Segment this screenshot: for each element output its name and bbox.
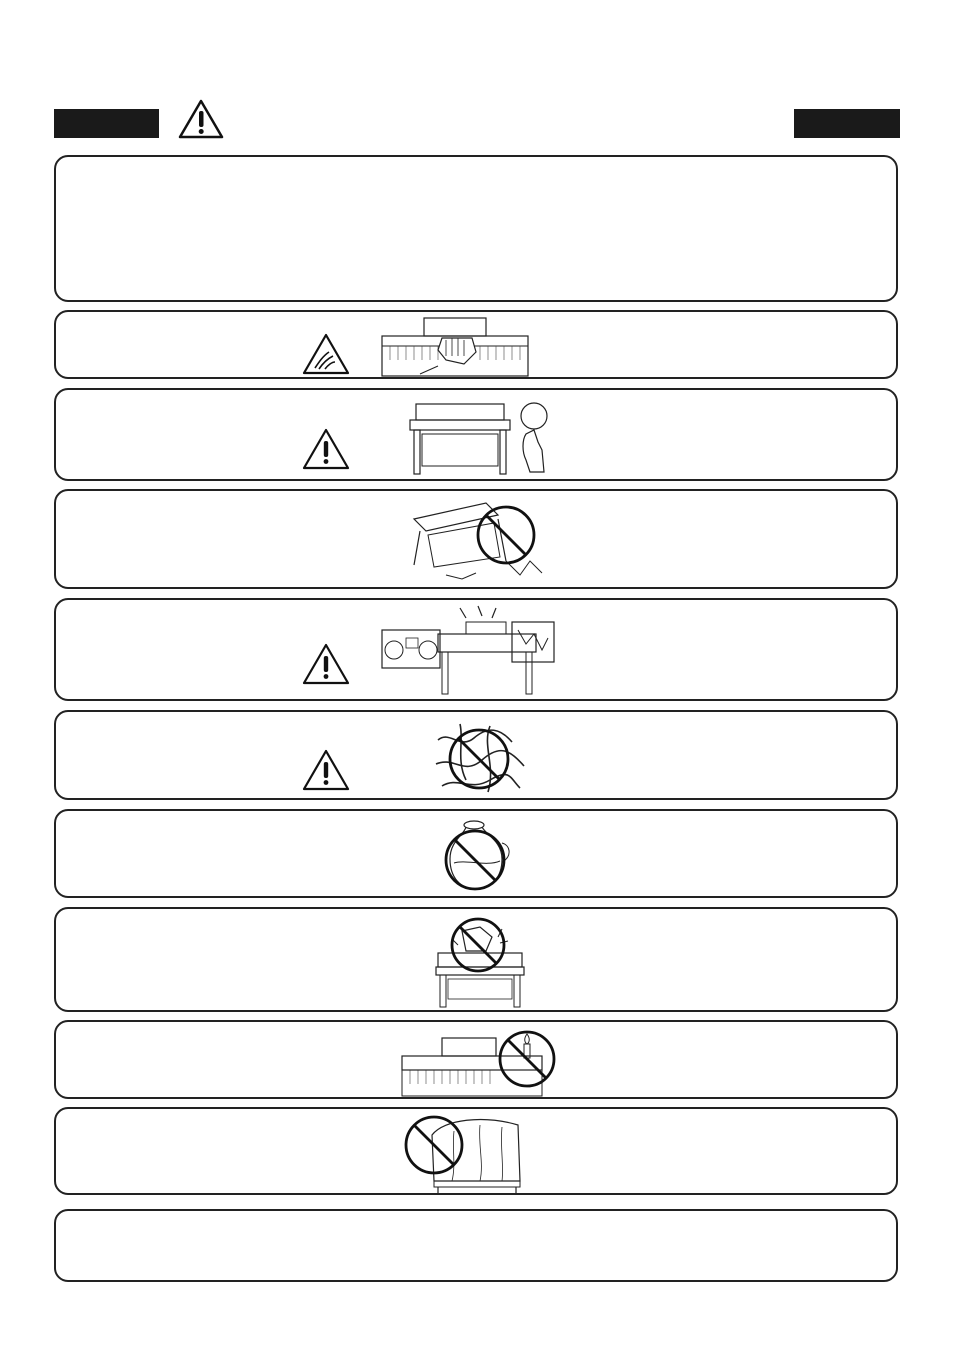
prohibited-icon [402, 1113, 466, 1177]
section-tab-left [54, 109, 159, 138]
intro-box [54, 155, 898, 302]
prohibited-box-candle-flame [54, 1020, 898, 1099]
prohibited-icon [474, 503, 538, 567]
hand-caution-icon [301, 332, 351, 376]
piano-keyboard-hand-illustration [380, 316, 530, 378]
warning-triangle-icon [301, 642, 351, 686]
warning-triangle-icon [301, 427, 351, 471]
caution-box-cable-damage [54, 710, 898, 800]
prohibited-box-liquid [54, 809, 898, 898]
caution-box-hand-pinch [54, 310, 898, 379]
caution-box-power-button [54, 388, 898, 481]
prohibited-box-piano-tilt [54, 489, 898, 589]
prohibited-icon [446, 726, 512, 792]
prohibited-icon [442, 827, 508, 893]
section-tab-right [794, 109, 900, 138]
caution-box-interference [54, 598, 898, 701]
piano-power-switch-illustration [406, 394, 552, 478]
footer-box [54, 1209, 898, 1282]
prohibited-box-heavy-objects [54, 907, 898, 1012]
prohibited-icon [448, 915, 508, 975]
radio-tv-near-piano-illustration [378, 604, 558, 698]
prohibited-icon [496, 1028, 558, 1090]
prohibited-box-cover-ventilation [54, 1107, 898, 1195]
warning-triangle-icon [301, 748, 351, 792]
warning-triangle-icon [177, 98, 225, 140]
